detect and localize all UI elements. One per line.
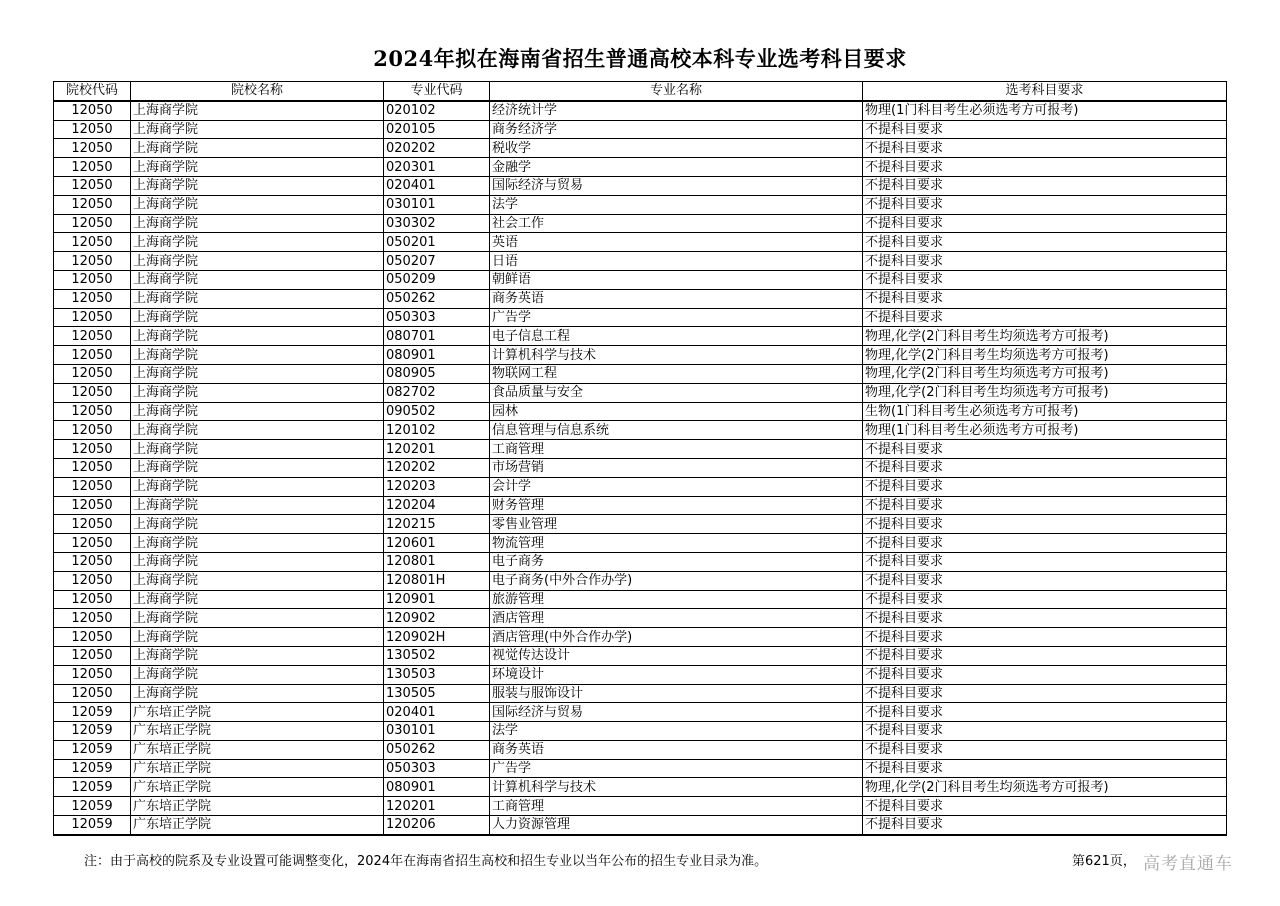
- header-requirement: 选考科目要求: [863, 82, 1227, 101]
- cell-requirement: 不提科目要求: [863, 496, 1227, 515]
- cell-school-name: 上海商学院: [131, 327, 384, 346]
- cell-school-code: 12050: [54, 496, 131, 515]
- table-row: [54, 421, 1227, 440]
- cell-school-code: 12059: [54, 778, 131, 797]
- cell-school-code: 12059: [54, 816, 131, 835]
- cell-major-name: 人力资源管理: [490, 816, 863, 835]
- cell-major-name: 商务经济学: [490, 120, 863, 139]
- cell-major-name: 计算机科学与技术: [490, 778, 863, 797]
- cell-major-code: 050303: [384, 759, 490, 778]
- cell-major-name: 法学: [490, 722, 863, 741]
- cell-requirement: 不提科目要求: [863, 477, 1227, 496]
- table-row: [54, 778, 1227, 797]
- header-major-code: 专业代码: [384, 82, 490, 101]
- table-row: [54, 233, 1227, 252]
- cell-requirement: 不提科目要求: [863, 684, 1227, 703]
- cell-school-code: 12050: [54, 270, 131, 289]
- cell-school-name: 广东培正学院: [131, 778, 384, 797]
- table-row: [54, 722, 1227, 741]
- cell-requirement: 不提科目要求: [863, 270, 1227, 289]
- cell-major-code: 050207: [384, 252, 490, 271]
- cell-major-code: 120203: [384, 477, 490, 496]
- cell-requirement: 物理(1门科目考生必须选考方可报考): [863, 101, 1227, 120]
- cell-requirement: 不提科目要求: [863, 590, 1227, 609]
- table-row: [54, 496, 1227, 515]
- cell-requirement: 不提科目要求: [863, 759, 1227, 778]
- cell-major-code: 130502: [384, 646, 490, 665]
- cell-school-code: 12050: [54, 665, 131, 684]
- cell-school-name: 上海商学院: [131, 270, 384, 289]
- cell-requirement: 不提科目要求: [863, 722, 1227, 741]
- cell-major-code: 030101: [384, 722, 490, 741]
- cell-school-code: 12050: [54, 214, 131, 233]
- cell-major-name: 日语: [490, 252, 863, 271]
- cell-school-code: 12050: [54, 552, 131, 571]
- cell-requirement: 不提科目要求: [863, 740, 1227, 759]
- cell-major-name: 商务英语: [490, 740, 863, 759]
- table-row: [54, 252, 1227, 271]
- cell-major-code: 050209: [384, 270, 490, 289]
- cell-major-code: 020102: [384, 101, 490, 120]
- table-row: [54, 797, 1227, 816]
- cell-school-name: 上海商学院: [131, 609, 384, 628]
- table-row: [54, 571, 1227, 590]
- cell-major-name: 财务管理: [490, 496, 863, 515]
- table-row: [54, 120, 1227, 139]
- cell-major-code: 050262: [384, 289, 490, 308]
- cell-requirement: 不提科目要求: [863, 458, 1227, 477]
- table-row: [54, 477, 1227, 496]
- cell-major-name: 金融学: [490, 158, 863, 177]
- cell-major-code: 130505: [384, 684, 490, 703]
- cell-major-name: 计算机科学与技术: [490, 346, 863, 365]
- cell-major-code: 120801: [384, 552, 490, 571]
- cell-major-code: 050303: [384, 308, 490, 327]
- cell-major-code: 130503: [384, 665, 490, 684]
- cell-school-name: 上海商学院: [131, 289, 384, 308]
- cell-requirement: 物理(1门科目考生必须选考方可报考): [863, 421, 1227, 440]
- cell-major-name: 商务英语: [490, 289, 863, 308]
- cell-requirement: 不提科目要求: [863, 665, 1227, 684]
- cell-major-name: 工商管理: [490, 440, 863, 459]
- cell-requirement: 不提科目要求: [863, 289, 1227, 308]
- table-row: [54, 458, 1227, 477]
- cell-major-code: 120901: [384, 590, 490, 609]
- cell-school-code: 12050: [54, 364, 131, 383]
- cell-school-name: 上海商学院: [131, 233, 384, 252]
- table-row: [54, 364, 1227, 383]
- cell-major-name: 物流管理: [490, 534, 863, 553]
- cell-requirement: 不提科目要求: [863, 703, 1227, 722]
- cell-school-name: 广东培正学院: [131, 722, 384, 741]
- cell-major-code: 120215: [384, 515, 490, 534]
- cell-school-name: 上海商学院: [131, 308, 384, 327]
- cell-school-code: 12050: [54, 628, 131, 647]
- cell-school-name: 上海商学院: [131, 646, 384, 665]
- cell-school-name: 上海商学院: [131, 571, 384, 590]
- cell-major-code: 050201: [384, 233, 490, 252]
- cell-requirement: 不提科目要求: [863, 308, 1227, 327]
- table-row: [54, 346, 1227, 365]
- cell-school-name: 上海商学院: [131, 421, 384, 440]
- cell-major-code: 030302: [384, 214, 490, 233]
- cell-major-code: 090502: [384, 402, 490, 421]
- cell-major-code: 120102: [384, 421, 490, 440]
- cell-requirement: 物理,化学(2门科目考生均须选考方可报考): [863, 346, 1227, 365]
- cell-major-name: 工商管理: [490, 797, 863, 816]
- cell-major-code: 120601: [384, 534, 490, 553]
- cell-major-code: 080701: [384, 327, 490, 346]
- table-row: [54, 646, 1227, 665]
- cell-school-name: 上海商学院: [131, 120, 384, 139]
- table-row: [54, 270, 1227, 289]
- cell-major-name: 国际经济与贸易: [490, 176, 863, 195]
- cell-school-name: 上海商学院: [131, 665, 384, 684]
- cell-school-code: 12059: [54, 740, 131, 759]
- cell-major-name: 朝鲜语: [490, 270, 863, 289]
- cell-school-name: 广东培正学院: [131, 703, 384, 722]
- cell-requirement: 不提科目要求: [863, 120, 1227, 139]
- cell-requirement: 不提科目要求: [863, 158, 1227, 177]
- cell-major-name: 国际经济与贸易: [490, 703, 863, 722]
- cell-school-name: 上海商学院: [131, 252, 384, 271]
- cell-requirement: 不提科目要求: [863, 609, 1227, 628]
- header-school-name: 院校名称: [131, 82, 384, 101]
- cell-major-name: 服装与服饰设计: [490, 684, 863, 703]
- table-row: [54, 534, 1227, 553]
- cell-school-name: 上海商学院: [131, 195, 384, 214]
- cell-major-name: 英语: [490, 233, 863, 252]
- table-row: [54, 552, 1227, 571]
- cell-major-name: 食品质量与安全: [490, 383, 863, 402]
- cell-school-name: 上海商学院: [131, 402, 384, 421]
- cell-requirement: 不提科目要求: [863, 440, 1227, 459]
- cell-school-name: 上海商学院: [131, 101, 384, 120]
- cell-school-code: 12050: [54, 421, 131, 440]
- cell-school-name: 上海商学院: [131, 628, 384, 647]
- cell-school-code: 12050: [54, 233, 131, 252]
- page-number: 第621页，: [1072, 854, 1136, 869]
- cell-school-code: 12050: [54, 402, 131, 421]
- cell-requirement: 不提科目要求: [863, 214, 1227, 233]
- table-row: [54, 609, 1227, 628]
- cell-major-name: 税收学: [490, 139, 863, 158]
- cell-major-code: 120801H: [384, 571, 490, 590]
- cell-school-code: 12050: [54, 327, 131, 346]
- cell-requirement: 不提科目要求: [863, 195, 1227, 214]
- table-row: [54, 684, 1227, 703]
- cell-requirement: 不提科目要求: [863, 176, 1227, 195]
- cell-school-name: 上海商学院: [131, 176, 384, 195]
- cell-school-code: 12059: [54, 797, 131, 816]
- table-row: [54, 214, 1227, 233]
- table-row: [54, 628, 1227, 647]
- table-row: [54, 759, 1227, 778]
- table-row: [54, 289, 1227, 308]
- cell-major-code: 120902: [384, 609, 490, 628]
- cell-requirement: 物理,化学(2门科目考生均须选考方可报考): [863, 327, 1227, 346]
- cell-major-code: 020202: [384, 139, 490, 158]
- cell-requirement: 不提科目要求: [863, 797, 1227, 816]
- cell-major-code: 120902H: [384, 628, 490, 647]
- cell-requirement: 不提科目要求: [863, 646, 1227, 665]
- cell-requirement: 物理,化学(2门科目考生均须选考方可报考): [863, 778, 1227, 797]
- cell-school-code: 12050: [54, 458, 131, 477]
- cell-school-code: 12050: [54, 289, 131, 308]
- cell-major-name: 会计学: [490, 477, 863, 496]
- cell-major-code: 020301: [384, 158, 490, 177]
- cell-major-name: 电子商务: [490, 552, 863, 571]
- cell-major-name: 园林: [490, 402, 863, 421]
- cell-school-name: 上海商学院: [131, 496, 384, 515]
- cell-school-name: 上海商学院: [131, 158, 384, 177]
- cell-requirement: 不提科目要求: [863, 816, 1227, 835]
- cell-major-code: 080905: [384, 364, 490, 383]
- cell-school-name: 上海商学院: [131, 515, 384, 534]
- table-row: [54, 176, 1227, 195]
- cell-school-code: 12050: [54, 139, 131, 158]
- cell-school-code: 12059: [54, 759, 131, 778]
- cell-requirement: 不提科目要求: [863, 534, 1227, 553]
- cell-school-code: 12050: [54, 252, 131, 271]
- cell-school-code: 12050: [54, 515, 131, 534]
- cell-school-code: 12050: [54, 308, 131, 327]
- cell-requirement: 不提科目要求: [863, 571, 1227, 590]
- cell-requirement: 物理,化学(2门科目考生均须选考方可报考): [863, 383, 1227, 402]
- table-row: [54, 703, 1227, 722]
- watermark: 高考直通车: [1143, 854, 1233, 874]
- cell-major-code: 120201: [384, 440, 490, 459]
- cell-major-name: 环境设计: [490, 665, 863, 684]
- cell-school-code: 12050: [54, 477, 131, 496]
- header-school-code: 院校代码: [54, 82, 131, 101]
- cell-school-code: 12050: [54, 646, 131, 665]
- cell-major-code: 020401: [384, 176, 490, 195]
- table-row: [54, 139, 1227, 158]
- cell-school-name: 上海商学院: [131, 458, 384, 477]
- table-row: [54, 740, 1227, 759]
- cell-major-code: 020401: [384, 703, 490, 722]
- page-title: 2024年拟在海南省招生普通高校本科专业选考科目要求: [373, 46, 907, 71]
- cell-major-code: 120202: [384, 458, 490, 477]
- cell-major-code: 082702: [384, 383, 490, 402]
- cell-school-name: 上海商学院: [131, 440, 384, 459]
- table-body: [54, 101, 1227, 835]
- cell-school-name: 上海商学院: [131, 364, 384, 383]
- cell-requirement: 不提科目要求: [863, 515, 1227, 534]
- table-row: [54, 101, 1227, 120]
- cell-school-code: 12050: [54, 195, 131, 214]
- cell-major-name: 社会工作: [490, 214, 863, 233]
- table-row: [54, 327, 1227, 346]
- cell-major-name: 酒店管理(中外合作办学): [490, 628, 863, 647]
- cell-school-code: 12050: [54, 609, 131, 628]
- cell-major-name: 零售业管理: [490, 515, 863, 534]
- cell-major-name: 电子商务(中外合作办学): [490, 571, 863, 590]
- table-row: [54, 383, 1227, 402]
- cell-school-name: 上海商学院: [131, 346, 384, 365]
- cell-school-name: 上海商学院: [131, 383, 384, 402]
- cell-school-name: 上海商学院: [131, 477, 384, 496]
- cell-requirement: 不提科目要求: [863, 233, 1227, 252]
- cell-school-code: 12050: [54, 571, 131, 590]
- cell-major-name: 法学: [490, 195, 863, 214]
- cell-requirement: 生物(1门科目考生必须选考方可报考): [863, 402, 1227, 421]
- cell-school-code: 12050: [54, 534, 131, 553]
- table-header-row: [54, 82, 1227, 101]
- table-row: [54, 195, 1227, 214]
- cell-school-code: 12059: [54, 722, 131, 741]
- cell-major-name: 信息管理与信息系统: [490, 421, 863, 440]
- cell-major-name: 广告学: [490, 308, 863, 327]
- cell-school-code: 12050: [54, 158, 131, 177]
- table-row: [54, 515, 1227, 534]
- cell-school-name: 广东培正学院: [131, 816, 384, 835]
- cell-school-code: 12050: [54, 120, 131, 139]
- table-row: [54, 816, 1227, 835]
- footnote: 注：由于高校的院系及专业设置可能调整变化，2024年在海南省招生高校和招生专业以当年公布的招生专业目录为准。: [84, 854, 768, 869]
- cell-school-name: 广东培正学院: [131, 759, 384, 778]
- cell-school-code: 12050: [54, 101, 131, 120]
- cell-major-name: 电子信息工程: [490, 327, 863, 346]
- cell-major-name: 物联网工程: [490, 364, 863, 383]
- cell-major-name: 广告学: [490, 759, 863, 778]
- table-row: [54, 158, 1227, 177]
- cell-major-name: 市场营销: [490, 458, 863, 477]
- cell-school-code: 12050: [54, 440, 131, 459]
- cell-school-code: 12050: [54, 684, 131, 703]
- table-row: [54, 308, 1227, 327]
- cell-major-code: 120201: [384, 797, 490, 816]
- cell-major-code: 020105: [384, 120, 490, 139]
- cell-requirement: 不提科目要求: [863, 552, 1227, 571]
- header-major-name: 专业名称: [490, 82, 863, 101]
- cell-school-name: 上海商学院: [131, 214, 384, 233]
- cell-major-name: 视觉传达设计: [490, 646, 863, 665]
- cell-school-name: 上海商学院: [131, 590, 384, 609]
- cell-school-name: 上海商学院: [131, 684, 384, 703]
- cell-requirement: 不提科目要求: [863, 628, 1227, 647]
- cell-major-name: 旅游管理: [490, 590, 863, 609]
- table-row: [54, 665, 1227, 684]
- table-row: [54, 440, 1227, 459]
- cell-school-code: 12050: [54, 346, 131, 365]
- cell-school-name: 广东培正学院: [131, 740, 384, 759]
- table-row: [54, 590, 1227, 609]
- cell-school-name: 上海商学院: [131, 139, 384, 158]
- cell-major-code: 080901: [384, 346, 490, 365]
- cell-major-code: 080901: [384, 778, 490, 797]
- cell-school-code: 12050: [54, 590, 131, 609]
- cell-requirement: 物理,化学(2门科目考生均须选考方可报考): [863, 364, 1227, 383]
- cell-major-code: 030101: [384, 195, 490, 214]
- cell-requirement: 不提科目要求: [863, 139, 1227, 158]
- cell-major-name: 酒店管理: [490, 609, 863, 628]
- cell-major-code: 120204: [384, 496, 490, 515]
- table-row: [54, 402, 1227, 421]
- majors-table: [53, 81, 1227, 836]
- cell-major-code: 050262: [384, 740, 490, 759]
- cell-major-code: 120206: [384, 816, 490, 835]
- cell-school-code: 12050: [54, 383, 131, 402]
- cell-school-code: 12059: [54, 703, 131, 722]
- cell-school-code: 12050: [54, 176, 131, 195]
- cell-school-name: 上海商学院: [131, 534, 384, 553]
- cell-school-name: 上海商学院: [131, 552, 384, 571]
- cell-school-name: 广东培正学院: [131, 797, 384, 816]
- cell-major-name: 经济统计学: [490, 101, 863, 120]
- cell-requirement: 不提科目要求: [863, 252, 1227, 271]
